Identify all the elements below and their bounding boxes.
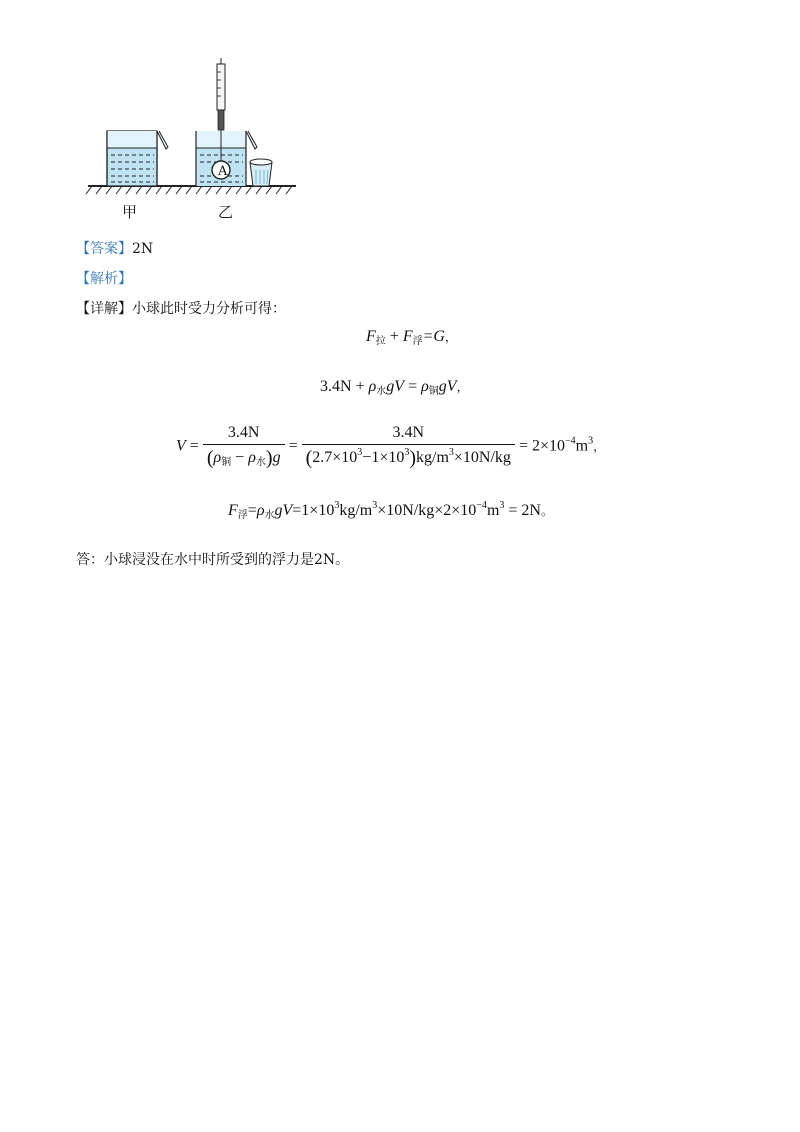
plus: + xyxy=(389,328,399,345)
equation-1 xyxy=(366,328,457,347)
numerator: 3.4N xyxy=(302,424,515,445)
punct: ， xyxy=(456,380,469,394)
punct: ， xyxy=(444,330,457,344)
sub-obj: 铜 xyxy=(428,386,439,397)
analysis-tag: 【解析】 xyxy=(76,271,132,287)
detail-line xyxy=(76,300,286,318)
answer-line xyxy=(76,240,153,258)
symbol-v: V xyxy=(176,437,186,455)
equals: = xyxy=(408,378,418,395)
rho: ρ xyxy=(421,378,429,395)
result: = 2×10 xyxy=(518,437,565,455)
answer-value: 2N xyxy=(132,241,154,257)
answer-tag: 【答案】 xyxy=(76,241,132,257)
punct: 。 xyxy=(540,504,553,518)
label-jia: 甲 xyxy=(122,203,138,221)
equals: = xyxy=(288,437,298,455)
conclusion: 答：小球浸没在水中时所受到的浮力是2N。 xyxy=(76,552,350,568)
detail-text: 小球此时受力分析可得： xyxy=(132,301,286,317)
experiment-diagram xyxy=(80,58,320,208)
equation-4: $F_浮=\rho_水gV=1\times 10^3kg/m^3\times 10N/kg\times 2\times 10^{-4}m^3 = 2N$。 xyxy=(228,500,553,521)
denominator: $(2.7\times 10^3-1\times 10^3)kg/m^3\times 10N/kg$ xyxy=(305,447,511,469)
plus: + xyxy=(355,378,365,395)
value: 3.4N xyxy=(320,378,352,395)
sub-water: 水 xyxy=(376,386,387,397)
rhs: =G xyxy=(422,328,445,345)
gv: gV xyxy=(438,378,457,395)
detail-tag: 【详解】 xyxy=(76,301,132,317)
equation-3: V = $\frac{3.4N}{(\rho_铜 - \rho_水)g}$ = $\frac{3.4N}{(2.7\times 10^3-1\times 10^3)kg/m^3\times 10N/kg}$ = $2\times 10^{-4}m^3$， xyxy=(176,424,606,469)
gv: gV xyxy=(386,378,405,395)
rho: ρ xyxy=(368,378,377,395)
fraction-1 xyxy=(203,424,285,470)
label-yi: 乙 xyxy=(218,203,234,221)
ball-label: A xyxy=(218,164,228,179)
symbol-f: F xyxy=(228,502,238,519)
buoyancy-figure xyxy=(80,58,320,228)
result: = 2N xyxy=(508,502,541,519)
fraction-2 xyxy=(302,424,515,470)
punct: ， xyxy=(593,439,606,454)
denominator: $(\rho_铜 - \rho_水)g$ xyxy=(206,447,281,469)
numerator: 3.4N xyxy=(203,424,285,445)
overflow-cup xyxy=(250,159,272,186)
equals: = xyxy=(189,437,199,455)
sub-buoy: 浮 xyxy=(412,336,423,347)
sub-pull: 拉 xyxy=(375,336,386,347)
equation-2 xyxy=(320,378,469,397)
symbol-f: F xyxy=(402,328,413,345)
symbol-f: F xyxy=(366,328,376,345)
beaker-left xyxy=(107,131,168,186)
